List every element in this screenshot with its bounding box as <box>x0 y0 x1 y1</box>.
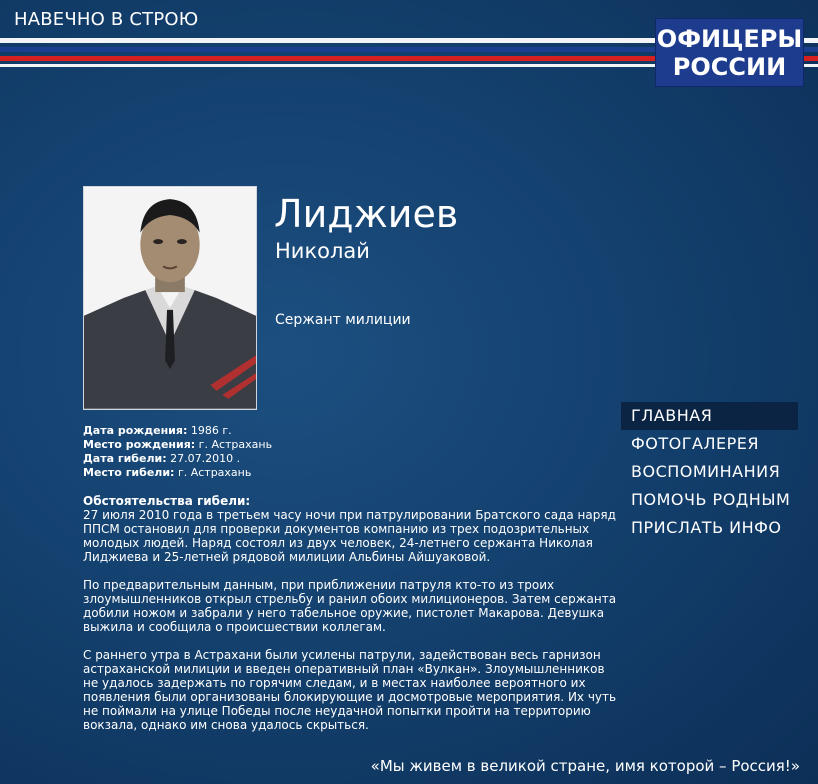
portrait-image <box>84 187 256 409</box>
person-surname: Лиджиев <box>274 192 459 236</box>
nav-item-photo-gallery[interactable]: ФОТОГАЛЕРЕЯ <box>631 434 759 453</box>
main-nav <box>621 402 798 542</box>
story-text-1: 27 июля 2010 года в третьем часу ночи при патрулировании Братского сада наряд ППСМ остановил для проверки документов компанию из трех подозрительных молодых людей. Наряд состоял из двух человек, 24-летнего сержанта Николая Лиджиева и 25-летней рядовой милиции Альбины Айшуаковой. <box>83 508 616 564</box>
site-title: НАВЕЧНО В СТРОЮ <box>14 9 199 30</box>
death-date-row <box>83 452 272 466</box>
nav-item-help-relatives[interactable]: ПОМОЧЬ РОДНЫМ <box>631 490 791 509</box>
story-paragraph-2: По предварительным данным, при приближении патруля кто-то из троих злоумышленников открыл стрельбу и ранил обоих милиционеров. Затем сержанта добили ножом и забрали у него табельное оружие, пистолет Макарова. Девушка выжила и сообщила о происшествии коллегам. <box>83 578 617 634</box>
death-date-label: Дата гибели: <box>83 452 167 465</box>
logo-line-2: РОССИИ <box>672 52 787 81</box>
nav-item-home[interactable]: ГЛАВНАЯ <box>621 402 798 430</box>
portrait-photo <box>83 186 257 410</box>
birth-date-label: Дата рождения: <box>83 424 188 437</box>
death-place-label: Место гибели: <box>83 466 175 479</box>
nav-item-memories[interactable]: ВОСПОМИНАНИЯ <box>631 462 781 481</box>
biography-facts <box>83 424 272 480</box>
birth-place-value: г. Астрахань <box>195 438 273 451</box>
birth-place-label: Место рождения: <box>83 438 196 451</box>
logo-line-1: ОФИЦЕРЫ <box>656 24 803 53</box>
death-place-row <box>83 466 272 480</box>
circumstances-of-death <box>83 494 618 746</box>
footer-motto: «Мы живем в великой стране, имя которой – Россия!» <box>370 757 800 775</box>
story-paragraph-1 <box>83 494 618 564</box>
birth-date-row <box>83 424 272 438</box>
story-paragraph-3: С раннего утра в Астрахани были усилены патрули, задействован весь гарнизон астраханской милиции и введен оперативный план «Вулкан». Злоумышленников не удалось задержать по горячим следам, и в местах наиболее вероятного их появления были организованы блокирующие и досмотровые мероприятия. Их чуть не поймали на улице Победы после неудачной попытки пройти на территорию вокзала, однако им снова удалось скрыться. <box>83 648 617 732</box>
person-rank: Сержант милиции <box>275 312 411 328</box>
nav-item-send-info[interactable]: ПРИСЛАТЬ ИНФО <box>631 518 782 537</box>
death-date-value: 27.07.2010 . <box>166 452 241 465</box>
birth-place-row <box>83 438 272 452</box>
birth-date-value: 1986 г. <box>187 424 232 437</box>
story-label: Обстоятельства гибели: <box>83 494 251 508</box>
officers-of-russia-logo[interactable] <box>655 18 804 87</box>
person-first-name: Николай <box>275 239 370 263</box>
death-place-value: г. Астрахань <box>174 466 252 479</box>
